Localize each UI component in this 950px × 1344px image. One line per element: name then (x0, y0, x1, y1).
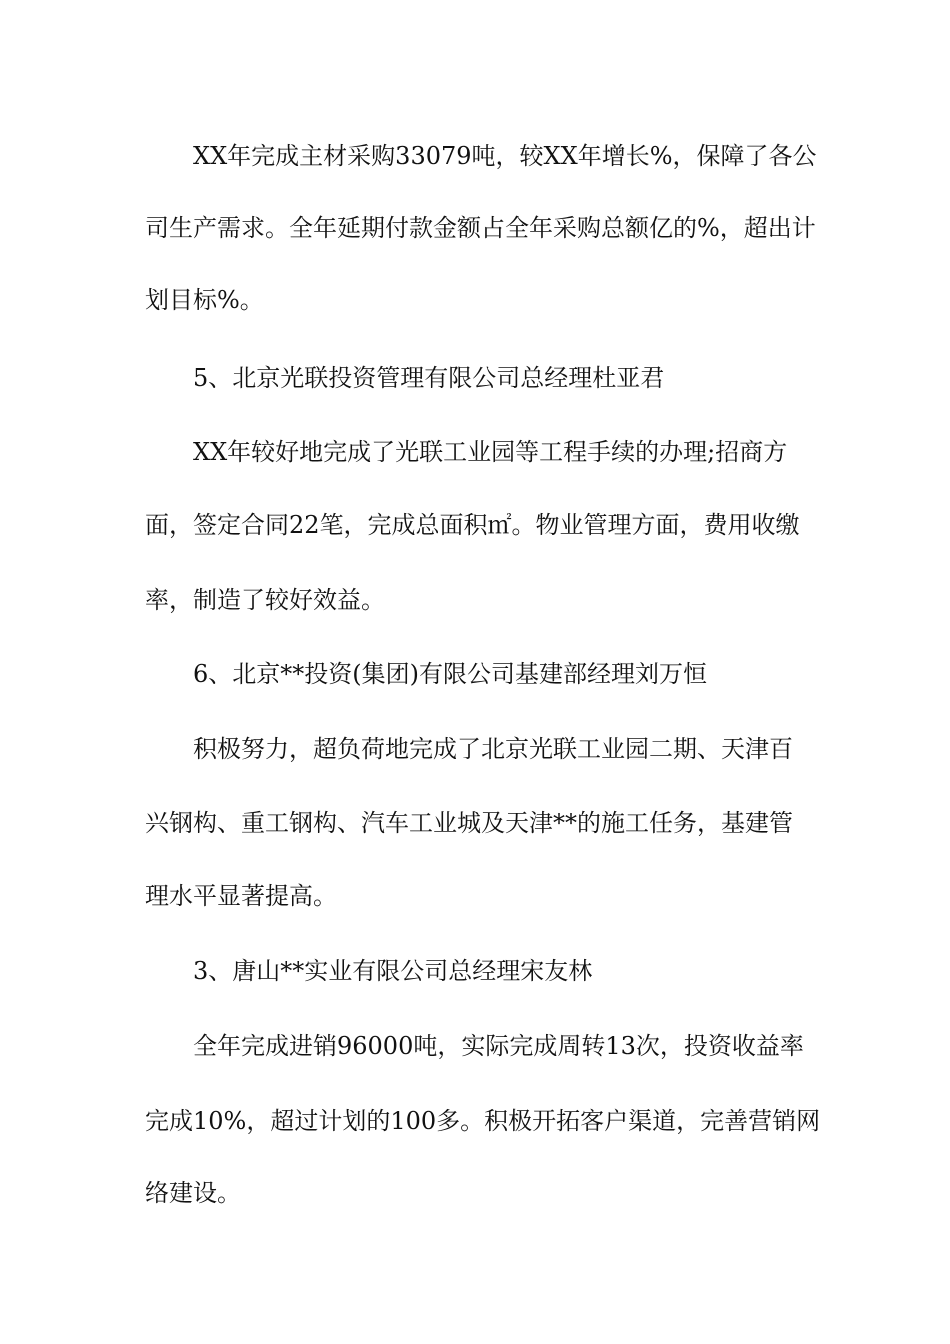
section-heading: 6、北京**投资(集团)有限公司基建部经理刘万恒 (193, 660, 707, 688)
paragraph-line: 全年完成进销96000吨，实际完成周转13次，投资收益率 (193, 1032, 804, 1060)
paragraph-line: XX年较好地完成了光联工业园等工程手续的办理;招商方 (193, 438, 788, 466)
paragraph-line: 司生产需求。全年延期付款金额占全年采购总额亿的%，超出计 (145, 214, 816, 242)
paragraph-line: 理水平显著提高。 (145, 882, 337, 910)
section-heading: 5、北京光联投资管理有限公司总经理杜亚君 (193, 364, 665, 392)
section-heading: 3、唐山**实业有限公司总经理宋友林 (193, 957, 593, 985)
paragraph-line: 积极努力，超负荷地完成了北京光联工业园二期、天津百 (193, 735, 793, 763)
paragraph-line: 划目标%。 (145, 286, 264, 314)
paragraph-line: 率，制造了较好效益。 (145, 586, 385, 614)
paragraph-line: 兴钢构、重工钢构、汽车工业城及天津**的施工任务，基建管 (145, 809, 793, 837)
paragraph-line: 络建设。 (145, 1179, 241, 1207)
paragraph-line: 面，签定合同22笔，完成总面积㎡。物业管理方面，费用收缴 (145, 511, 800, 539)
paragraph-line: XX年完成主材采购33079吨，较XX年增长%，保障了各公 (193, 142, 817, 170)
paragraph-line: 完成10%，超过计划的100多。积极开拓客户渠道，完善营销网 (145, 1107, 821, 1135)
